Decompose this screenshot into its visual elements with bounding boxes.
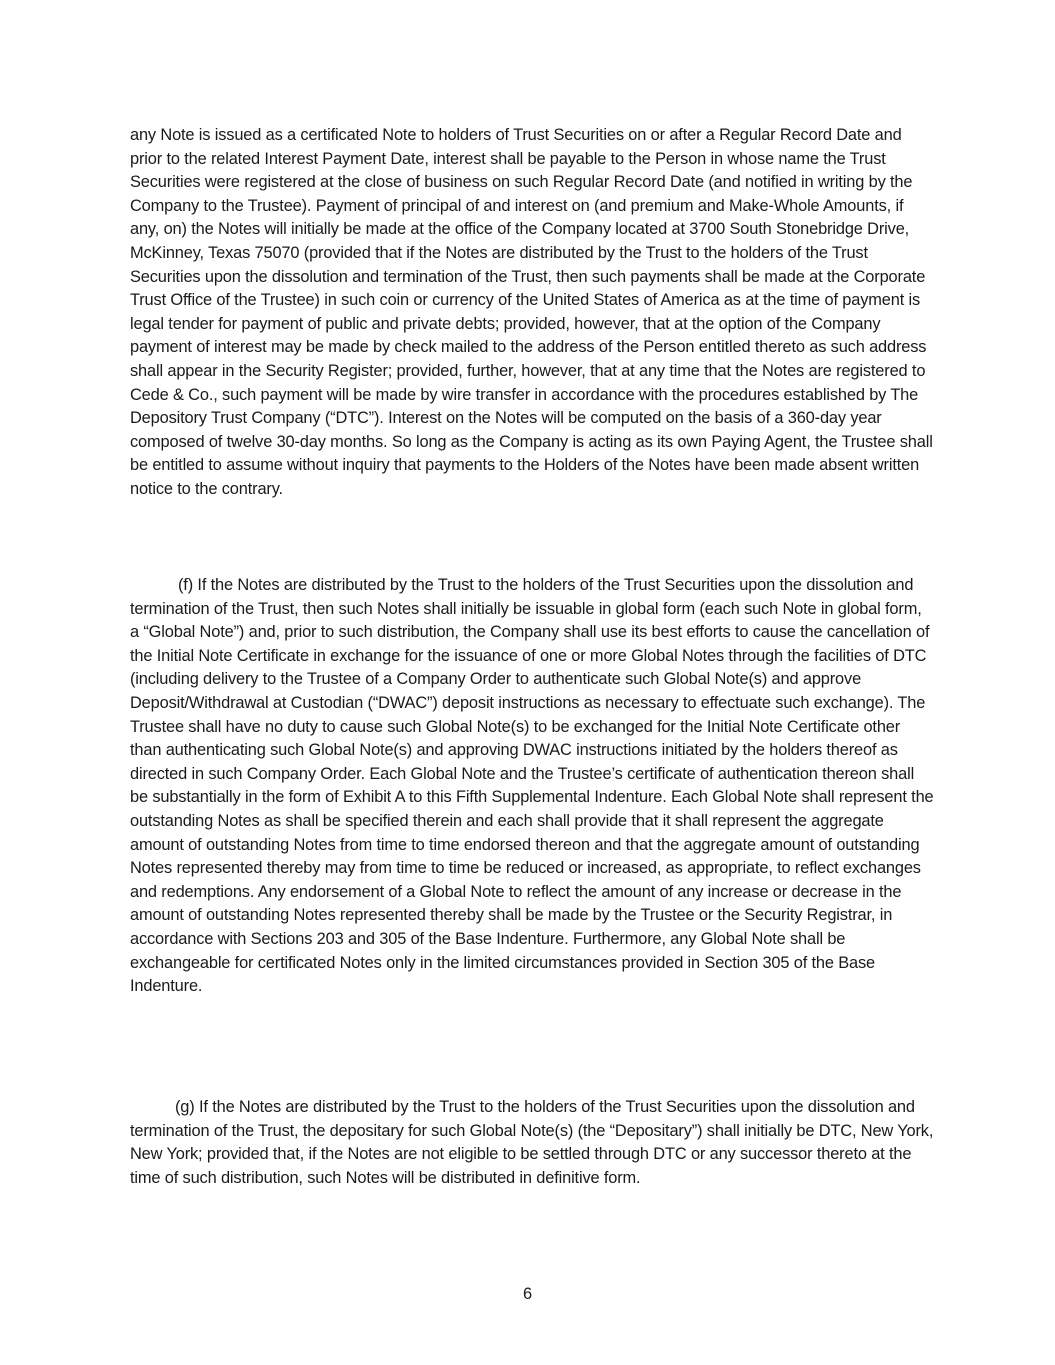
paragraph-g: (g) If the Notes are distributed by the Trust to the holders of the Trust Securities upon the dissolution and termination of the Trust, the depositary for such Global Note(s) (the “Depositary”) shall initially be DTC, New York, New York; provided that, if the Notes are not eligible to be settled through DTC or any successor thereto at the time of such distribution, such Notes will be distributed in definitive form. [130,1098,934,1187]
paragraph-f: (f) If the Notes are distributed by the Trust to the holders of the Trust Securities upon the dissolution and termination of the Trust, then such Notes shall initially be issuable in global form (each such Note in global form, a “Global Note”) and, prior to such distribution, the Company shall use its best efforts to cause the cancellation of the Initial Note Certificate in exchange for the issuance of one or more Global Notes through the facilities of DTC (including delivery to the Trustee of a Company Order to authenticate such Global Note(s) and approve Deposit/Withdrawal at Custodian (“DWAC”) deposit instructions as necessary to effectuate such exchange). The Trustee shall have no duty to cause such Global Note(s) to be exchanged for the Initial Note Certificate other than authenticating such Global Note(s) and approving DWAC instructions initiated by the holders thereof as directed in such Company Order. Each Global Note and the Trustee’s certificate of authentication thereon shall be substantially in the form of Exhibit A to this Fifth Supplemental Indenture. Each Global Note shall represent the outstanding Notes as shall be specified therein and each shall provide that it shall represent the aggregate amount of outstanding Notes from time to time endorsed thereon and that the aggregate amount of outstanding Notes represented thereby may from time to time be reduced or increased, as appropriate, to reflect exchanges and redemptions. Any endorsement of a Global Note to reflect the amount of any increase or decrease in the amount of outstanding Notes represented thereby shall be made by the Trustee or the Security Registrar, in accordance with Sections 203 and 305 of the Base Indenture. Furthermore, any Global Note shall be exchangeable for certificated Notes only in the limited circumstances provided in Section 305 of the Base Indenture. [130,576,934,996]
page-number: 6 [522,1285,533,1303]
paragraph-e-continued: any Note is issued as a certificated Note to holders of Trust Securities on or after a Regular Record Date and prior to the related Interest Payment Date, interest shall be payable to the Person in whose name the Trust Securities were registered at the close of business on such Regular Record Date (and notified in writing by the Company to the Trustee). Payment of principal of and interest on (and premium and Make-Whole Amounts, if any, on) the Notes will initially be made at the office of the Company located at 3700 South Stonebridge Drive, McKinney, Texas 75070 (provided that if the Notes are distributed by the Trust to the holders of the Trust Securities upon the dissolution and termination of the Trust, then such payments shall be made at the Corporate Trust Office of the Trustee) in such coin or currency of the United States of America as at the time of payment is legal tender for payment of public and private debts; provided, however, that at the option of the Company payment of interest may be made by check mailed to the address of the Person entitled thereto as such address shall appear in the Security Register; provided, further, however, that at any time that the Notes are registered to Cede & Co., such payment will be made by wire transfer in accordance with the procedures established by The Depository Trust Company (“DTC”). Interest on the Notes will be computed on the basis of a 360-day year composed of twelve 30-day months. So long as the Company is acting as its own Paying Agent, the Trustee shall be entitled to assume without inquiry that payments to the Holders of the Notes have been made absent written notice to the contrary. [130,126,933,498]
